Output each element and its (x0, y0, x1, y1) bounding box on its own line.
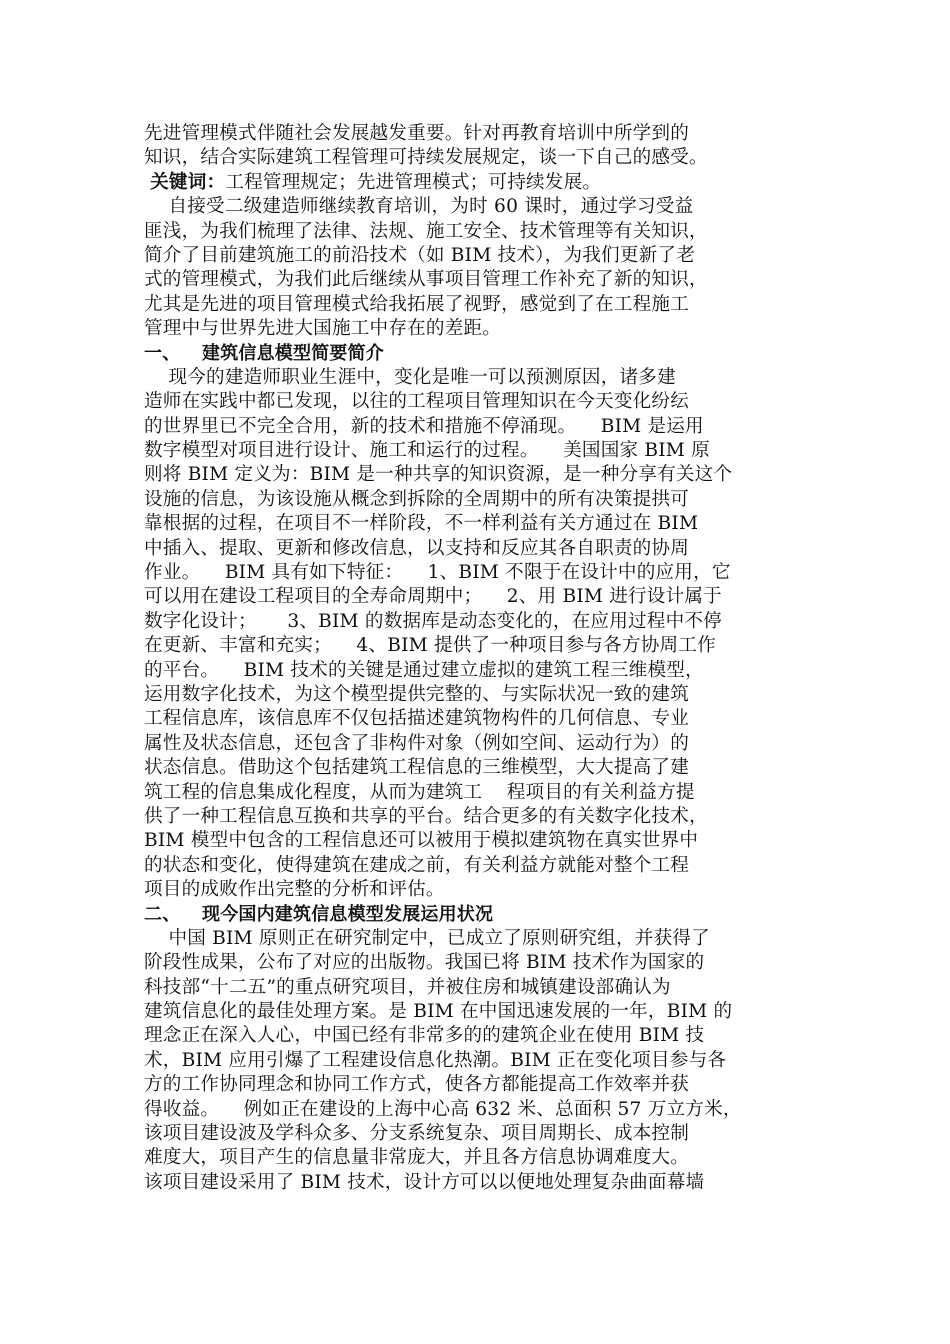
para1-line: 简介了目前建筑施工的前沿技术（如 BIM 技术），为我们更新了老 (144, 244, 696, 266)
section2-line: 理念正在深入人心，中国已经有非常多的的建筑企业在使用 BIM 技 (144, 1025, 705, 1047)
para1-line: 式的管理模式，为我们此后继续从事项目管理工作补充了新的知识， (144, 269, 708, 291)
section2-line: 建筑信息化的最佳处理方案。是 BIM 在中国迅速发展的一年，BIM 的 (144, 1001, 733, 1023)
intro-line: 知识，结合实际建筑工程管理可持续发展规定，谈一下自己的感受。 (144, 147, 708, 169)
section1-line: 工程信息库，该信息库不仅包括描述建筑物构件的几何信息、专业 (144, 708, 690, 730)
section2-line: 难度大，项目产生的信息量非常庞大，并且各方信息协调难度大。 (144, 1147, 690, 1169)
section1-line: 项目的成败作出完整的分析和评估。 (144, 879, 445, 901)
section1-line: 在更新、丰富和充实； 4、BIM 提供了一种项目参与各方协周工作 (144, 635, 716, 657)
section1-line: 作业。 BIM 具有如下特征： 1、BIM 不限于在设计中的应用，它 (144, 562, 731, 584)
section1-line: 供了一种工程信息互换和共享的平台。结合更多的有关数字化技术， (144, 805, 708, 827)
section1-line: 状态信息。借助这个包括建筑工程信息的三维模型，大大提高了建 (144, 757, 690, 779)
para1-line: 尤其是先进的项目管理模式给我拓展了视野，感觉到了在工程施工 (144, 293, 690, 315)
keywords-text: 工程管理规定；先进管理模式；可持续发展。 (225, 171, 602, 193)
section1-title: 建筑信息模型简要简介 (202, 342, 384, 364)
section2-line: 该项目建设采用了 BIM 技术，设计方可以以便地处理复杂曲面幕墙 (144, 1171, 705, 1193)
para1-line: 管理中与世界先进大国施工中存在的差距。 (144, 318, 502, 340)
section2-line: 科技部“十二五”的重点研究项目，并被住房和城镇建设部确认为 (144, 976, 671, 998)
section1-line: 靠根据的过程，在项目不一样阶段，不一样利益有关方通过在 BIM (144, 513, 699, 535)
section1-line: 中插入、提取、更新和修改信息，以支持和反应其各自职责的协周 (144, 537, 690, 559)
section1-heading (144, 342, 814, 366)
section2-line: 该项目建设波及学科众多、分支系统复杂、项目周期长、成本控制 (144, 1123, 690, 1145)
section1-line: 属性及状态信息，还包含了非构件对象（例如空间、运动行为）的 (144, 732, 690, 754)
section1-line: 数字化设计； 3、BIM 的数据库是动态变化的，在应用过程中不停 (144, 610, 722, 632)
section1-line: 现今的建造师职业生涯中，变化是唯一可以预测原因，诸多建 (144, 366, 676, 388)
section1-line: 造师在实践中都已发现，以往的工程项目管理知识在今天变化纷纭 (144, 391, 690, 413)
keywords-label: 关键词： (150, 171, 226, 193)
para1-line: 自接受二级建造师继续教育培训，为时 60 课时，通过学习受益 (144, 196, 694, 218)
section1-line: 数字模型对项目进行设计、施工和运行的过程。 美国国家 BIM 原 (144, 440, 710, 462)
section1-line: 筑工程的信息集成化程度，从而为建筑工 程项目的有关利益方提 (144, 781, 695, 803)
section2-line: 得收益。 例如正在建设的上海中心高 632 米、总面积 57 万立方米， (144, 1098, 742, 1120)
section1-line: 的状态和变化，使得建筑在建成之前，有关利益方就能对整个工程 (144, 854, 690, 876)
section1-line: 设施的信息，为该设施从概念到拆除的全周期中的所有决策提拱可 (144, 488, 690, 510)
section1-number: 一、 (144, 342, 181, 364)
document-page (144, 122, 814, 1195)
keywords-line (144, 171, 814, 195)
section2-line: 阶段性成果，公布了对应的出版物。我国已将 BIM 技术作为国家的 (144, 952, 705, 974)
section1-line: 的平台。 BIM 技术的关键是通过建立虚拟的建筑工程三维模型， (144, 659, 704, 681)
section2-heading (144, 903, 814, 927)
section2-number: 二、 (144, 903, 181, 925)
section2-line: 术，BIM 应用引爆了工程建设信息化热潮。BIM 正在变化项目参与各 (144, 1049, 727, 1071)
section1-line: 运用数字化技术，为这个模型提供完整的、与实际状况一致的建筑 (144, 683, 690, 705)
section2-title: 现今国内建筑信息模型发展运用状况 (202, 903, 494, 925)
section1-line: 则将 BIM 定义为：BIM 是一种共享的知识资源，是一种分享有关这个 (144, 464, 733, 486)
section2-line: 方的工作协同理念和协同工作方式，使各方都能提高工作效率并获 (144, 1074, 690, 1096)
section1-line: 的世界里已不完全合用，新的技术和措施不停涌现。 BIM 是运用 (144, 415, 704, 437)
section2-line: 中国 BIM 原则正在研究制定中，已成立了原则研究组，并获得了 (144, 927, 710, 949)
para1-line: 匪浅，为我们梳理了法律、法规、施工安全、技术管理等有关知识， (144, 220, 708, 242)
intro-line: 先进管理模式伴随社会发展越发重要。针对再教育培训中所学到的 (144, 123, 690, 144)
section1-line: 可以用在建设工程项目的全寿命周期中； 2、用 BIM 进行设计属于 (144, 586, 722, 608)
section1-line: BIM 模型中包含的工程信息还可以被用于模拟建筑物在真实世界中 (144, 830, 699, 852)
